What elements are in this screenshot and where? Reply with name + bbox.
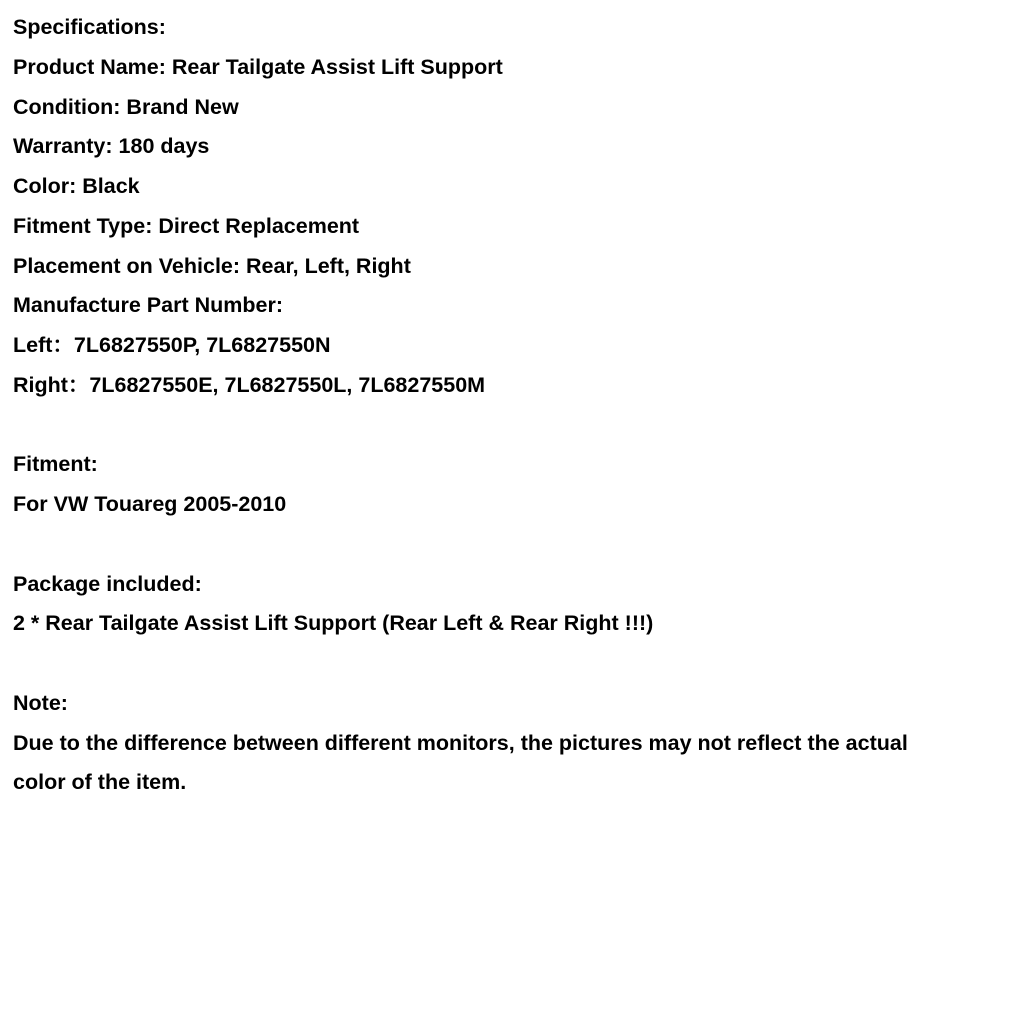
left-part-numbers: Left：7L6827550P, 7L6827550N <box>13 333 331 357</box>
spacer <box>13 525 1013 565</box>
fitment-heading: Fitment: <box>13 452 98 477</box>
right-part-numbers: Right：7L6827550E, 7L6827550L, 7L6827550M <box>13 372 486 397</box>
spacer <box>13 406 1013 446</box>
color-line: Color: Black <box>13 174 140 198</box>
specifications-heading: Specifications: <box>13 15 166 39</box>
warranty-line: Warranty: 180 days <box>13 134 210 159</box>
note-heading: Note: <box>13 690 68 715</box>
package-contents: 2 * Rear Tailgate Assist Lift Support (Rear Left & Rear Right !!!) <box>13 611 654 636</box>
condition-line: Condition: Brand New <box>13 94 239 119</box>
fitment-vehicle: For VW Touareg 2005-2010 <box>13 492 287 516</box>
product-description <box>13 8 1013 803</box>
placement-line: Placement on Vehicle: Rear, Left, Right <box>13 253 411 278</box>
package-heading: Package included: <box>13 571 202 596</box>
spacer <box>13 644 1013 684</box>
part-number-heading: Manufacture Part Number: <box>13 293 283 318</box>
fitment-type-line: Fitment Type: Direct Replacement <box>13 213 360 238</box>
note-text-line-2: color of the item. <box>13 770 187 795</box>
note-text-line-1: Due to the difference between different monitors, the pictures may not reflect the actual <box>13 730 908 755</box>
product-name-line: Product Name: Rear Tailgate Assist Lift Support <box>13 54 503 79</box>
